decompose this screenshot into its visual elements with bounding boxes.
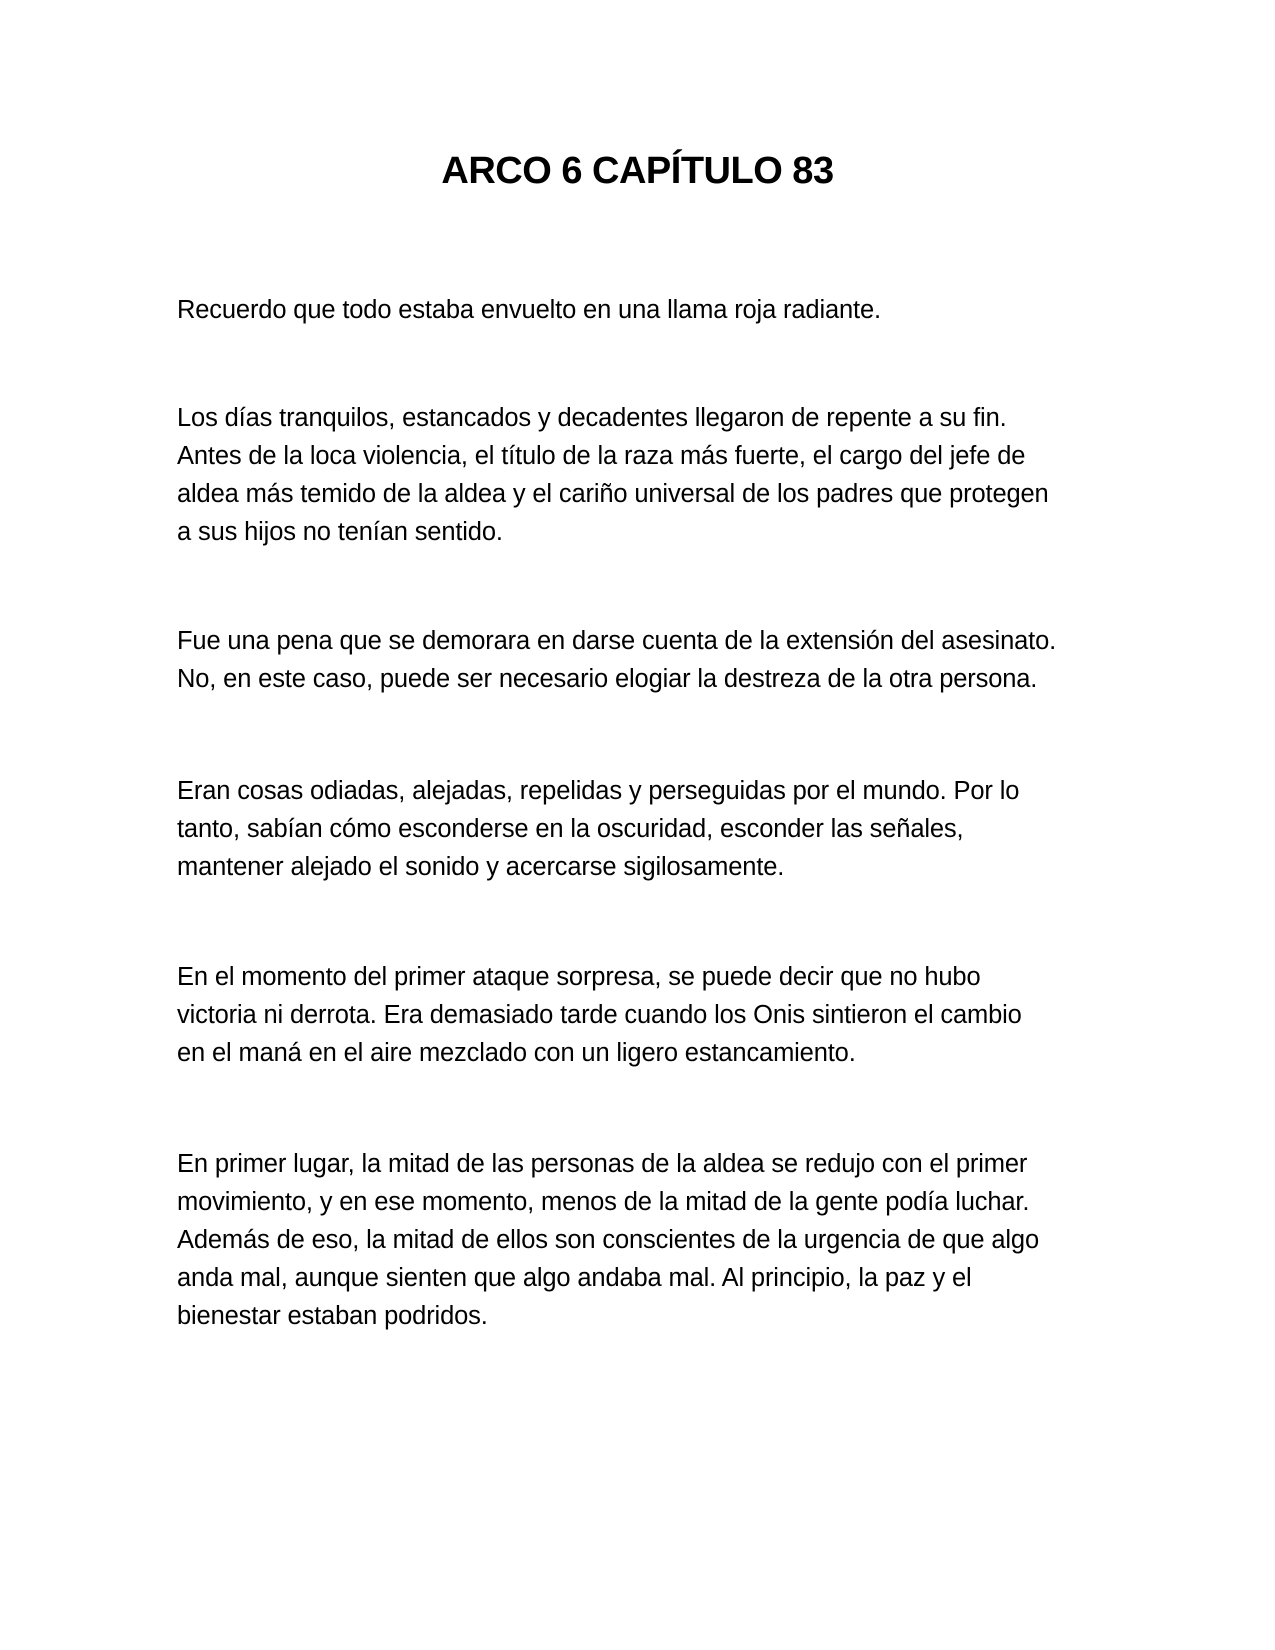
paragraph-3: Fue una pena que se demorara en darse cuenta de la extensión del asesinato. No, en este caso, puede ser necesario elogiar la destreza de la otra persona. (177, 627, 1057, 693)
chapter-title: ARCO 6 CAPÍTULO 83 (441, 150, 834, 192)
paragraph-2: Los días tranquilos, estancados y decadentes llegaron de repente a su fin. Antes de la loca violencia, el título de la raza más fuerte, el cargo del jefe de aldea más temido de la aldea y el cariño universal de los padres que protegen a sus hijos no tenían sentido. (177, 404, 1049, 546)
paragraph-4: Eran cosas odiadas, alejadas, repelidas y perseguidas por el mundo. Por lo tanto, sabían cómo esconderse en la oscuridad, esconder las señales, mantener alejado el sonido y acercarse sigilosamente. (177, 777, 1020, 881)
paragraph-1: Recuerdo que todo estaba envuelto en una llama roja radiante. (177, 296, 881, 324)
paragraph-6: En primer lugar, la mitad de las personas de la aldea se redujo con el primer movimiento, y en ese momento, menos de la mitad de la gente podía luchar. Además de eso, la mitad de ellos son conscientes de la urgencia de que algo anda mal, aunque sienten que algo andaba mal. Al principio, la paz y el bienestar estaban podridos. (177, 1150, 1039, 1330)
paragraph-5: En el momento del primer ataque sorpresa, se puede decir que no hubo victoria ni derrota. Era demasiado tarde cuando los Onis sintieron el cambio en el maná en el aire mezclado con un ligero estancamiento. (177, 963, 1022, 1067)
